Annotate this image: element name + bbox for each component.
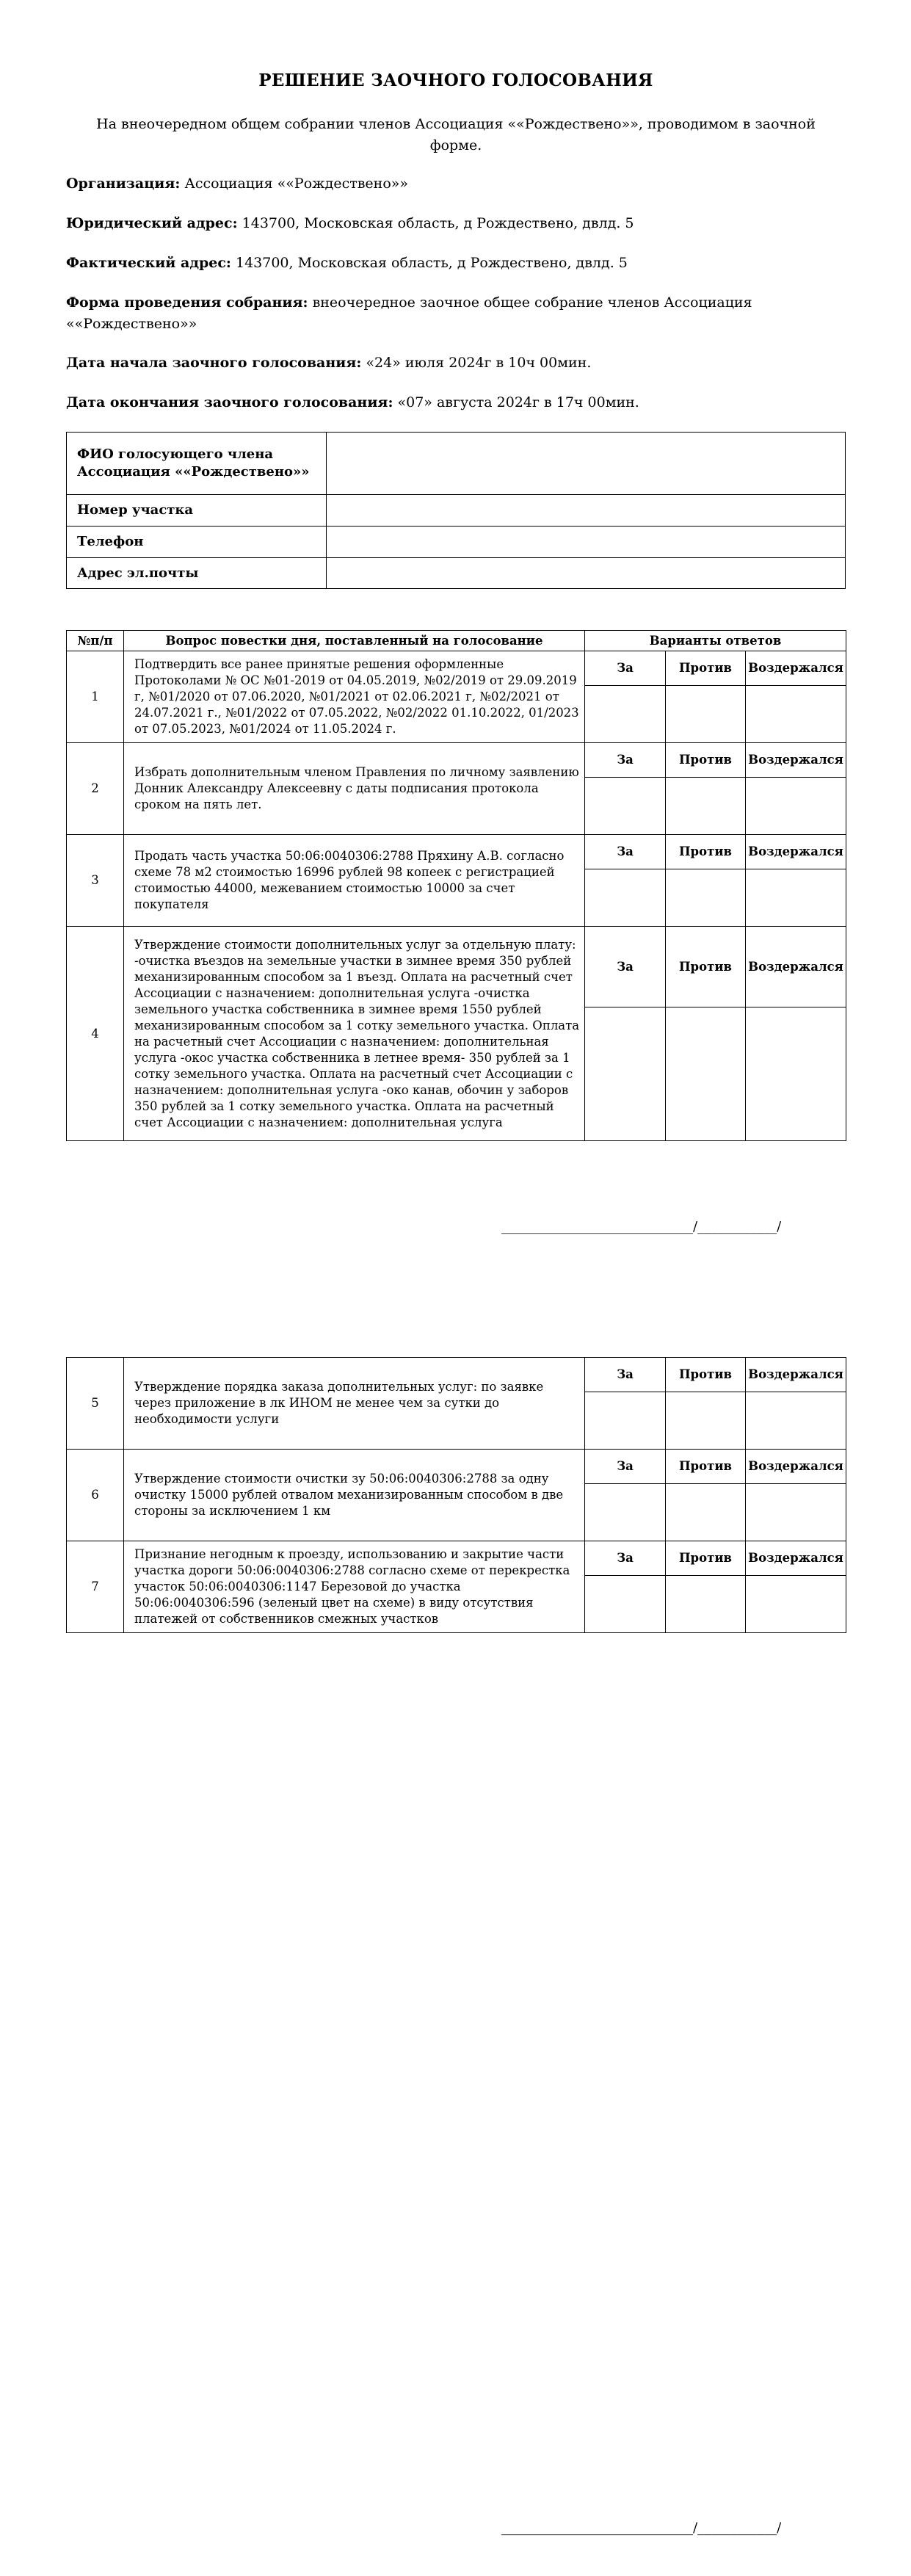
option-for-label: За xyxy=(585,1358,666,1392)
item-question: Утверждение стоимости очистки зу 50:06:0040306:2788 за одну очистку 15000 рублей отвалом механизированным способом в две стороны за исключением 1 км xyxy=(124,1450,585,1541)
vote-abstain-cell[interactable] xyxy=(746,778,846,835)
option-against-label: Против xyxy=(666,835,746,869)
item-question: Продать часть участка 50:06:0040306:2788 Пряхину А.В. согласно схеме 78 м2 стоимостью 16996 рублей 98 копеек с регистрацией стоимостью 44000, межеванием стоимостью 10000 за счет покупателя xyxy=(124,835,585,927)
field-value: «24» июля 2024г в 10ч 00мин. xyxy=(361,355,592,371)
vote-for-cell[interactable] xyxy=(585,778,666,835)
email-row xyxy=(67,558,846,589)
vote-for-cell[interactable] xyxy=(585,1484,666,1541)
voting-start-field xyxy=(66,352,852,374)
phone-row xyxy=(67,527,846,558)
member-info-table xyxy=(66,432,846,589)
vote-item-1 xyxy=(67,651,846,686)
plot-number-row xyxy=(67,495,846,527)
item-number: 2 xyxy=(67,743,124,835)
vote-for-cell[interactable] xyxy=(585,1576,666,1633)
option-for-label: За xyxy=(585,835,666,869)
vote-against-cell[interactable] xyxy=(666,1484,746,1541)
item-number: 4 xyxy=(67,927,124,1141)
option-abstain-label: Воздержался xyxy=(746,927,846,1007)
vote-against-cell[interactable] xyxy=(666,869,746,927)
item-number: 7 xyxy=(67,1541,124,1633)
field-label: Фактический адрес: xyxy=(66,255,231,271)
item-number: 5 xyxy=(67,1358,124,1450)
vote-table-header xyxy=(67,631,846,651)
field-value: внеочередное заочное общее собрание членов Ассоциация ««Рождествено»» xyxy=(66,294,752,332)
vote-table-part1 xyxy=(66,630,846,1141)
vote-table-part2 xyxy=(66,1357,846,1633)
member-name-label: ФИО голосующего члена Ассоциация ««Рождествено»» xyxy=(67,433,327,495)
field-label: Форма проведения собрания: xyxy=(66,294,308,311)
field-value: «07» августа 2024г в 17ч 00мин. xyxy=(393,394,639,410)
vote-for-cell[interactable] xyxy=(585,869,666,927)
option-abstain-label: Воздержался xyxy=(746,651,846,686)
field-value: Ассоциация ««Рождествено»» xyxy=(180,176,409,192)
plot-number-input-cell[interactable] xyxy=(327,495,846,527)
vote-against-cell[interactable] xyxy=(666,1007,746,1141)
option-against-label: Против xyxy=(666,743,746,778)
voting-end-field xyxy=(66,392,852,413)
document-subtitle: На внеочередном общем собрании членов Ассоциация ««Рождествено»», проводимом в заочной форме. xyxy=(96,116,816,153)
option-for-label: За xyxy=(585,1541,666,1576)
vote-abstain-cell[interactable] xyxy=(746,1576,846,1633)
vote-item-7 xyxy=(67,1541,846,1576)
option-against-label: Против xyxy=(666,651,746,686)
item-number: 1 xyxy=(67,651,124,743)
vote-for-cell[interactable] xyxy=(585,686,666,743)
vote-abstain-cell[interactable] xyxy=(746,1484,846,1541)
item-question: Избрать дополнительным членом Правления по личному заявлению Донник Александру Алексеевну с даты подписания протокола сроком на пять лет. xyxy=(124,743,585,835)
actual-address-field xyxy=(66,253,852,274)
vote-against-cell[interactable] xyxy=(666,778,746,835)
field-label: Организация: xyxy=(66,176,181,192)
option-against-label: Против xyxy=(666,1450,746,1484)
vote-item-3 xyxy=(67,835,846,869)
item-question: Утверждение стоимости дополнительных услуг за отдельную плату: -очистка въездов на земельные участки в зимнее время 350 рублей механизированным способом за 1 въезд. Оплата на расчетный счет Ассоциации с назначением: дополнительная услуга -очистка земельного участка собственника в зимнее время 1550 рублей механизированным способом за 1 сотку земельного участка. Оплата на расчетный счет Ассоциации с назначением: дополнительная услуга -окос участка собственника в летнее время- 350 рублей за 1 сотку земельного участка. Оплата на расчетный счет Ассоциации с назначением: дополнительная услуга -око канав, обочин у заборов 350 рублей за 1 сотку земельного участка. Оплата на расчетный счет Ассоциации с назначением: дополнительная услуга xyxy=(124,927,585,1141)
vote-against-cell[interactable] xyxy=(666,1392,746,1450)
vote-item-5 xyxy=(67,1358,846,1392)
option-for-label: За xyxy=(585,1450,666,1484)
vote-abstain-cell[interactable] xyxy=(746,686,846,743)
option-abstain-label: Воздержался xyxy=(746,743,846,778)
option-against-label: Против xyxy=(666,927,746,1007)
header-num: №п/п xyxy=(67,631,124,651)
option-abstain-label: Воздержался xyxy=(746,835,846,869)
option-abstain-label: Воздержался xyxy=(746,1358,846,1392)
option-abstain-label: Воздержался xyxy=(746,1450,846,1484)
header-question: Вопрос повестки дня, поставленный на голосование xyxy=(124,631,585,651)
vote-against-cell[interactable] xyxy=(666,686,746,743)
meeting-form-field xyxy=(66,292,852,335)
vote-abstain-cell[interactable] xyxy=(746,869,846,927)
signature-line-bottom[interactable]: _____________________________/____________/ xyxy=(501,2520,782,2536)
email-label: Адрес эл.почты xyxy=(67,558,327,589)
vote-item-6 xyxy=(67,1450,846,1484)
document-title: РЕШЕНИЕ ЗАОЧНОГО ГОЛОСОВАНИЯ xyxy=(258,70,653,90)
option-for-label: За xyxy=(585,927,666,1007)
vote-for-cell[interactable] xyxy=(585,1392,666,1450)
organization-field xyxy=(66,173,852,195)
vote-against-cell[interactable] xyxy=(666,1576,746,1633)
field-value: 143700, Московская область, д Рождествено, двлд. 5 xyxy=(231,255,628,271)
legal-address-field xyxy=(66,213,852,234)
vote-abstain-cell[interactable] xyxy=(746,1392,846,1450)
email-input-cell[interactable] xyxy=(327,558,846,589)
item-number: 3 xyxy=(67,835,124,927)
field-label: Дата окончания заочного голосования: xyxy=(66,394,393,410)
option-for-label: За xyxy=(585,651,666,686)
member-name-input-cell[interactable] xyxy=(327,433,846,495)
field-value: 143700, Московская область, д Рождествено, двлд. 5 xyxy=(237,215,634,231)
header-options: Варианты ответов xyxy=(585,631,846,651)
vote-for-cell[interactable] xyxy=(585,1007,666,1141)
vote-item-2 xyxy=(67,743,846,778)
signature-line[interactable]: _____________________________/____________/ xyxy=(501,1219,782,1234)
item-question: Признание негодным к проезду, использованию и закрытие части участка дороги 50:06:0040306:2788 согласно схеме от перекрестка участок 50:06:0040306:1147 Березовой до участка 50:06:0040306:596 (зеленый цвет на схеме) в виду отсутствия платежей от собственников смежных участков xyxy=(124,1541,585,1633)
item-number: 6 xyxy=(67,1450,124,1541)
plot-number-label: Номер участка xyxy=(67,495,327,527)
option-abstain-label: Воздержался xyxy=(746,1541,846,1576)
member-name-row xyxy=(67,433,846,495)
option-against-label: Против xyxy=(666,1541,746,1576)
phone-label: Телефон xyxy=(67,527,327,558)
item-question: Утверждение порядка заказа дополнительных услуг: по заявке через приложение в лк ИНОМ не менее чем за сутки до необходимости услуги xyxy=(124,1358,585,1450)
vote-item-4 xyxy=(67,927,846,1007)
option-for-label: За xyxy=(585,743,666,778)
option-against-label: Против xyxy=(666,1358,746,1392)
field-label: Дата начала заочного голосования: xyxy=(66,355,362,371)
item-question: Подтвердить все ранее принятые решения оформленные Протоколами № ОС №01-2019 от 04.05.2019, №02/2019 от 29.09.2019 г, №01/2020 от 07.06.2020, №01/2021 от 02.06.2021 г, №02/2021 от 24.07.2021 г., №01/2022 от 07.05.2022, №02/2022 01.10.2022, 01/2023 от 07.05.2023, №01/2024 от 11.05.2024 г. xyxy=(124,651,585,743)
phone-input-cell[interactable] xyxy=(327,527,846,558)
field-label: Юридический адрес: xyxy=(66,215,238,231)
vote-abstain-cell[interactable] xyxy=(746,1007,846,1141)
